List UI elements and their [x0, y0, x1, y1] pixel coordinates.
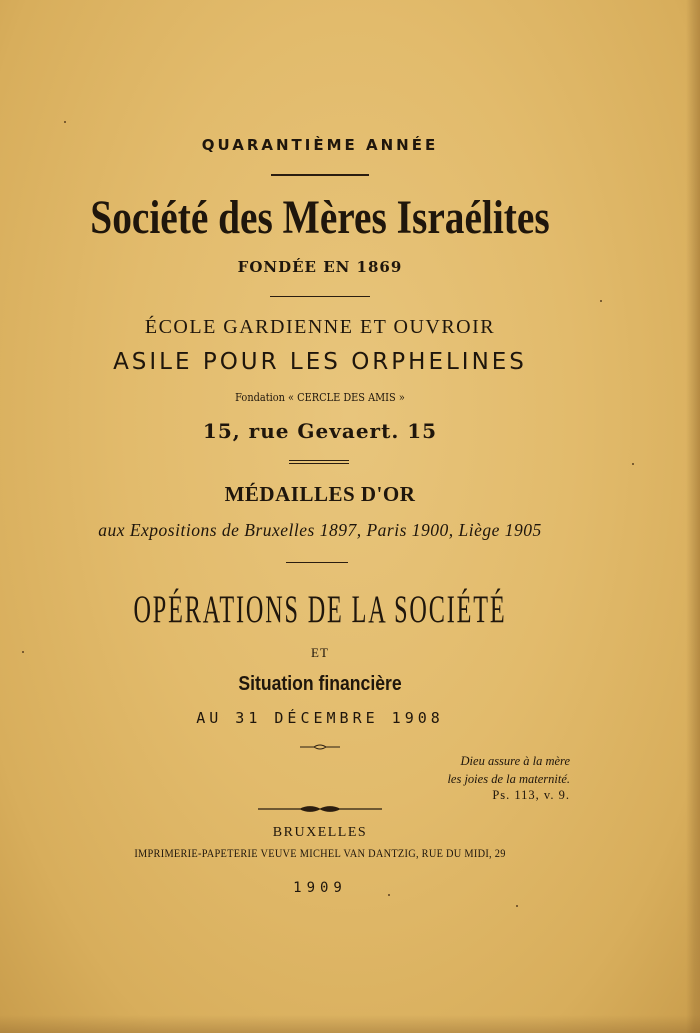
printer-line: IMPRIMERIE-PAPETERIE VEUVE MICHEL VAN DANTZIG, RUE DU MIDI, 29 [134, 848, 506, 860]
city-line: BRUXELLES [272, 825, 368, 840]
operations-heading: OPÉRATIONS DE LA SOCIÉTÉ [133, 588, 507, 631]
divider-double-bottom [289, 463, 349, 464]
paper-edge-shadow-right [686, 0, 700, 1033]
epigraph-line-2: les joies de la maternité. [447, 772, 570, 786]
paper-speck [516, 905, 518, 907]
paper-speck [600, 300, 602, 302]
divider-double-top [289, 460, 349, 461]
address-line: 15, rue Gevaert. 15 [202, 419, 438, 443]
conjunction-line: ET [311, 645, 329, 660]
society-title: Société des Mères Israélites [90, 191, 550, 244]
paper-speck [22, 651, 24, 653]
divider-thick [271, 174, 369, 176]
publication-year: 1909 [293, 880, 347, 896]
ornament-divider-large [256, 804, 384, 814]
divider-thin [270, 296, 370, 297]
paper-edge-shadow-bottom [0, 1015, 700, 1033]
asylum-line: ASILE POUR LES ORPHELINES [113, 349, 527, 375]
ornament-divider-small [298, 743, 342, 751]
edition-year-line: QUARANTIÈME ANNÉE [201, 136, 439, 154]
medals-heading: MÉDAILLES D'OR [224, 482, 416, 506]
founded-line: FONDÉE EN 1869 [237, 258, 403, 276]
paper-speck [632, 463, 634, 465]
school-line: ÉCOLE GARDIENNE ET OUVROIR [144, 316, 496, 338]
foundation-line: Fondation « CERCLE DES AMIS » [235, 390, 405, 404]
epigraph-line-1: Dieu assure à la mère [460, 754, 570, 768]
expositions-line: aux Expositions de Bruxelles 1897, Paris 1900, Liège 1905 [98, 520, 542, 540]
paper-speck [64, 121, 66, 123]
report-date-line: AU 31 DÉCEMBRE 1908 [196, 709, 444, 727]
paper-speck [388, 894, 390, 896]
divider-thin [286, 562, 348, 563]
epigraph-reference: Ps. 113, v. 9. [492, 788, 570, 802]
financial-situation-heading: Situation financière [238, 673, 402, 695]
